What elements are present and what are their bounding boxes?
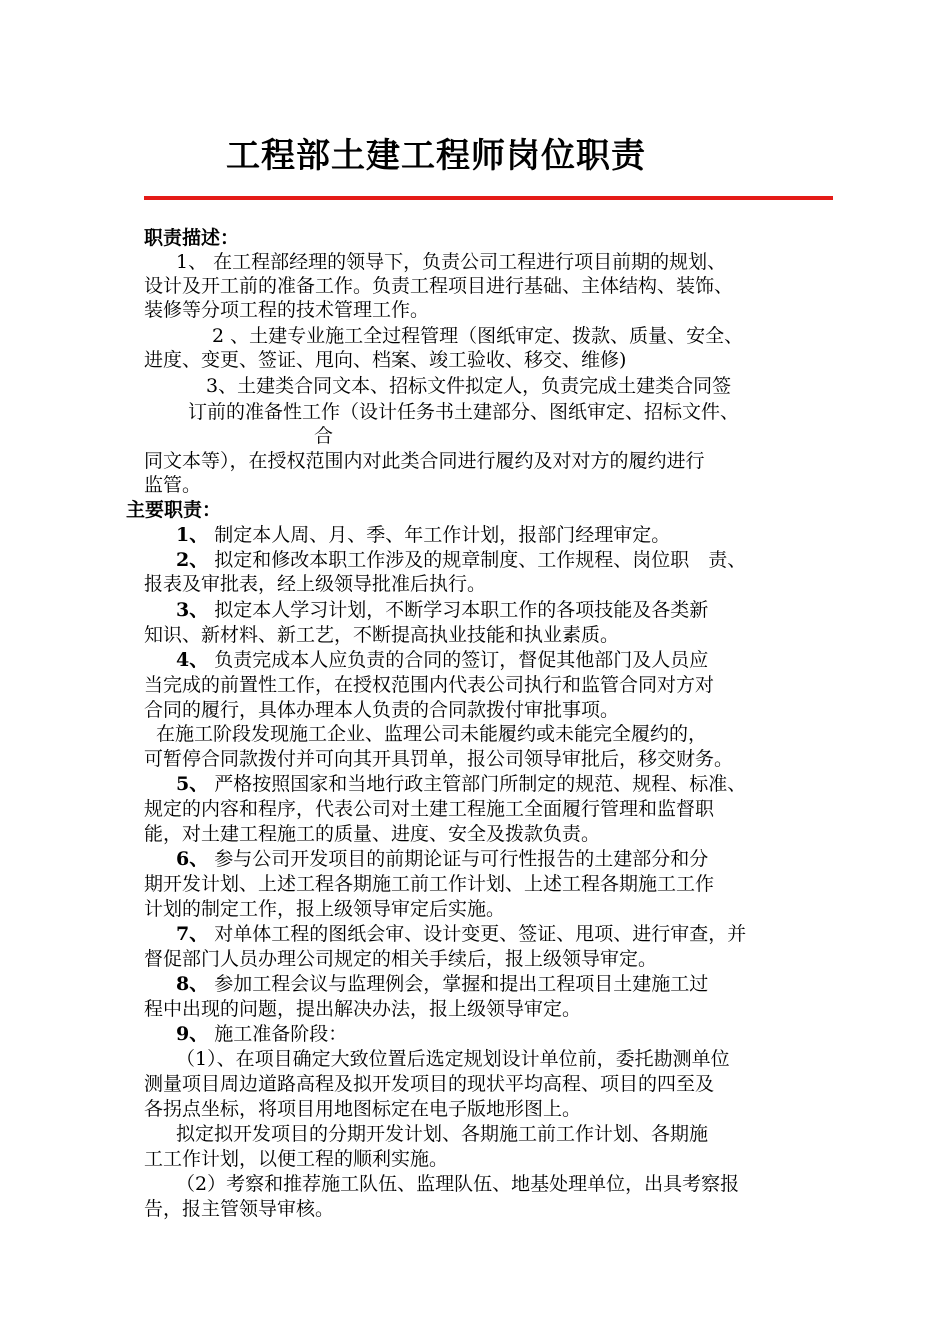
sub-item-2: （2）考察和推荐施工队伍、监理队伍、地基处理单位，出具考察报 <box>176 1173 740 1195</box>
text-line: 测量项目周边道路高程及拟开发项目的现状平均高程、项目的四至及 <box>144 1073 715 1095</box>
section-heading-description: 职责描述： <box>144 227 240 249</box>
duty-item-8 <box>176 972 708 996</box>
title-divider <box>144 196 833 200</box>
text-line: 可暂停合同款拨付并可向其开具罚单，报公司领导审批后，移交财务。 <box>144 748 734 770</box>
item-text: 对单体工程的图纸会审、设计变更、签证、甩项、进行审查，并 <box>214 923 747 945</box>
description-item-3: 3、土建类合同文本、招标文件拟定人，负责完成土建类合同签 <box>206 375 732 397</box>
duty-item-7 <box>176 922 746 946</box>
item-text: 参与公司开发项目的前期论证与可行性报告的土建部分和分 <box>214 848 709 870</box>
item-text: 拟定本人学习计划，不断学习本职工作的各项技能及各类新 <box>214 599 709 621</box>
page-title: 工程部土建工程师岗位职责 <box>226 136 646 176</box>
text-line: 当完成的前置性工作，在授权范围内代表公司执行和监管合同对方对 <box>144 674 715 696</box>
item-number: 8、 <box>176 973 209 995</box>
item-number: 5、 <box>176 773 209 795</box>
text-line: 督促部门人员办理公司规定的相关手续后，报上级领导审定。 <box>144 948 658 970</box>
item-number: 4、 <box>176 649 209 671</box>
text-line: 设计及开工前的准备工作。负责工程项目进行基础、主体结构、装饰、 <box>144 275 734 297</box>
text-line: 规定的内容和程序，代表公司对土建工程施工全面履行管理和监督职 <box>144 798 715 820</box>
item-number: 1、 <box>176 524 209 546</box>
item-number: 6、 <box>176 848 209 870</box>
text-line: 计划的制定工作，报上级领导审定后实施。 <box>144 898 506 920</box>
item-number: 7、 <box>176 923 209 945</box>
item-number: 9、 <box>176 1023 209 1045</box>
text-line: 各拐点坐标，将项目用地图标定在电子版地形图上。 <box>144 1098 582 1120</box>
duty-item-5 <box>176 772 746 796</box>
text-line: 工工作计划，以便工程的顺利实施。 <box>144 1148 449 1170</box>
duty-item-9 <box>176 1022 347 1046</box>
section-heading-main: 主要职责： <box>126 499 222 521</box>
text-line: 订前的准备性工作（设计任务书土建部分、图纸审定、招标文件、 <box>188 401 740 423</box>
item-text: 负责完成本人应负责的合同的签订，督促其他部门及人员应 <box>214 649 709 671</box>
description-item-2: 2 、土建专业施工全过程管理（图纸审定、拨款、质量、安全、 <box>212 325 744 347</box>
description-item-1 <box>176 250 726 274</box>
text-line: 同文本等），在授权范围内对此类合同进行履约及对对方的履约进行 <box>144 450 705 472</box>
text-line: 期开发计划、上述工程各期施工前工作计划、上述工程各期施工工作 <box>144 873 715 895</box>
item-text: 制定本人周、月、季、年工作计划，报部门经理审定。 <box>214 524 671 546</box>
text-line: 知识、新材料、新工艺，不断提高执业技能和执业素质。 <box>144 624 620 646</box>
item-text: 拟定和修改本职工作涉及的规章制度、工作规程、岗位职 责、 <box>214 549 747 571</box>
text-line: 能，对土建工程施工的质量、进度、安全及拨款负责。 <box>144 823 601 845</box>
item-text: 施工准备阶段： <box>214 1023 348 1045</box>
text-line: 拟定拟开发项目的分期开发计划、各期施工前工作计划、各期施 <box>176 1123 709 1145</box>
item-number: 1、 <box>176 251 208 273</box>
item-text: 在工程部经理的领导下，负责公司工程进行项目前期的规划、 <box>213 251 727 273</box>
text-line: 告，报主管领导审核。 <box>144 1198 335 1220</box>
text-line: 程中出现的问题，提出解决办法，报上级领导审定。 <box>144 998 582 1020</box>
text-line: 报表及审批表，经上级领导批准后执行。 <box>144 573 487 595</box>
item-text: 严格按照国家和当地行政主管部门所制定的规范、规程、标准、 <box>214 773 747 795</box>
text-line: 进度、变更、签证、甩向、档案、竣工验收、移交、维修) <box>144 349 627 371</box>
text-line: 装修等分项工程的技术管理工作。 <box>144 299 430 321</box>
sub-item-1: （1）、在项目确定大致位置后选定规划设计单位前，委托勘测单位 <box>176 1048 730 1070</box>
item-text: 参加工程会议与监理例会，掌握和提出工程项目土建施工过 <box>214 973 709 995</box>
duty-item-2 <box>176 548 746 572</box>
text-line: 在施工阶段发现施工企业、监理公司未能履约或未能完全履约的， <box>156 723 708 745</box>
duty-item-3 <box>176 598 708 622</box>
duty-item-6 <box>176 847 708 871</box>
text-line: 合 <box>314 425 334 447</box>
text-line: 合同的履行，具体办理本人负责的合同款拨付审批事项。 <box>144 699 620 721</box>
duty-item-1 <box>176 523 670 547</box>
text-line: 监管。 <box>144 474 202 496</box>
duty-item-4 <box>176 648 708 672</box>
item-number: 3、 <box>176 599 209 621</box>
item-number: 2、 <box>176 549 209 571</box>
